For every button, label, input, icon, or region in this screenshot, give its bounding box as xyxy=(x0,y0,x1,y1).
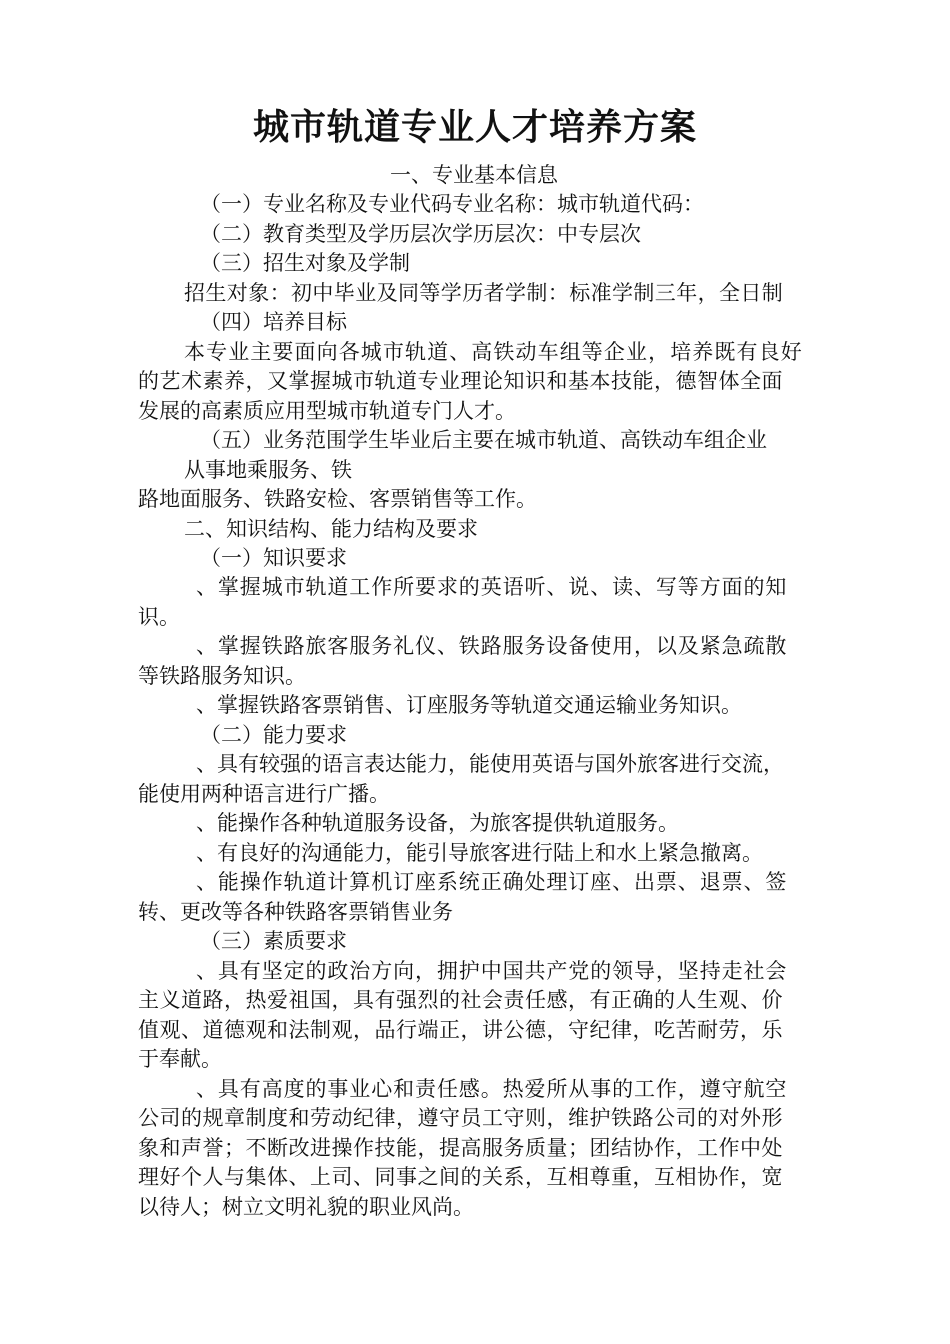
section-heading: 一、专业基本信息 xyxy=(390,163,558,187)
list-item-line: 、具有较强的语言表达能力，能使用英语与国外旅客进行交流， xyxy=(196,752,784,776)
paragraph-line: 的艺术素养，又掌握城市轨道专业理论知识和基本技能，德智体全面 xyxy=(138,369,783,393)
list-item-line: 等铁路服务知识。 xyxy=(138,664,306,688)
paragraph-line: 路地面服务、铁路安检、客票销售等工作。 xyxy=(138,487,537,511)
list-item-line: 、具有高度的事业心和责任感。热爱所从事的工作，遵守航空 xyxy=(196,1077,788,1101)
subsection-heading: （二）能力要求 xyxy=(200,723,347,747)
list-item-line: 、具有坚定的政治方向，拥护中国共产党的领导，坚持走社会 xyxy=(196,959,788,983)
list-item-line: 、能操作轨道计算机订座系统正确处理订座、出票、退票、签 xyxy=(196,870,788,894)
subsection-heading: （三）素质要求 xyxy=(200,929,347,953)
paragraph-line: 本专业主要面向各城市轨道、高铁动车组等企业，培养既有良好 xyxy=(184,340,803,364)
list-item-line: 公司的规章制度和劳动纪律，遵守员工守则，维护铁路公司的对外形 xyxy=(138,1106,783,1130)
section-heading: 二、知识结构、能力结构及要求 xyxy=(184,517,478,541)
list-item-line: 、能操作各种轨道服务设备，为旅客提供轨道服务。 xyxy=(196,811,679,835)
paragraph-line: 从事地乘服务、铁 xyxy=(184,458,352,482)
list-item-line: 、掌握铁路旅客服务礼仪、铁路服务设备使用，以及紧急疏散 xyxy=(196,634,788,658)
subsection-heading: （三）招生对象及学制 xyxy=(200,251,410,275)
list-item-line: 于奉献。 xyxy=(138,1047,222,1071)
paragraph-line: 发展的高素质应用型城市轨道专门人才。 xyxy=(138,399,516,423)
subsection-heading: （一）专业名称及专业代码专业名称：城市轨道代码： xyxy=(200,192,704,216)
list-item-line: 能使用两种语言进行广播。 xyxy=(138,782,390,806)
list-item-line: 、掌握城市轨道工作所要求的英语听、说、读、写等方面的知 xyxy=(196,575,788,599)
subsection-heading: （二）教育类型及学历层次学历层次：中专层次 xyxy=(200,222,641,246)
list-item-line: 理好个人与集体、上司、同事之间的关系，互相尊重，互相协作，宽 xyxy=(138,1165,783,1189)
list-item-line: 、掌握铁路客票销售、订座服务等轨道交通运输业务知识。 xyxy=(196,693,742,717)
list-item-line: 以待人；树立文明礼貌的职业风尚。 xyxy=(138,1195,474,1219)
list-item-line: 、有良好的沟通能力，能引导旅客进行陆上和水上紧急撤离。 xyxy=(196,841,763,865)
document-title: 城市轨道专业人才培养方案 xyxy=(252,107,697,148)
list-item-line: 值观、道德观和法制观，品行端正，讲公德，守纪律，吃苦耐劳，乐 xyxy=(138,1018,783,1042)
subsection-heading: （四）培养目标 xyxy=(200,310,347,334)
list-item-line: 识。 xyxy=(138,605,180,629)
list-item-line: 转、更改等各种铁路客票销售业务 xyxy=(138,900,453,924)
subsection-heading: （五）业务范围学生毕业后主要在城市轨道、高铁动车组企业 xyxy=(200,428,767,452)
subsection-heading: （一）知识要求 xyxy=(200,546,347,570)
list-item-line: 主义道路，热爱祖国，具有强烈的社会责任感，有正确的人生观、价 xyxy=(138,988,783,1012)
list-item-line: 象和声誉；不断改进操作技能，提高服务质量；团结协作，工作中处 xyxy=(138,1136,783,1160)
paragraph-line: 招生对象：初中毕业及同等学历者学制：标准学制三年，全日制 xyxy=(184,281,784,305)
